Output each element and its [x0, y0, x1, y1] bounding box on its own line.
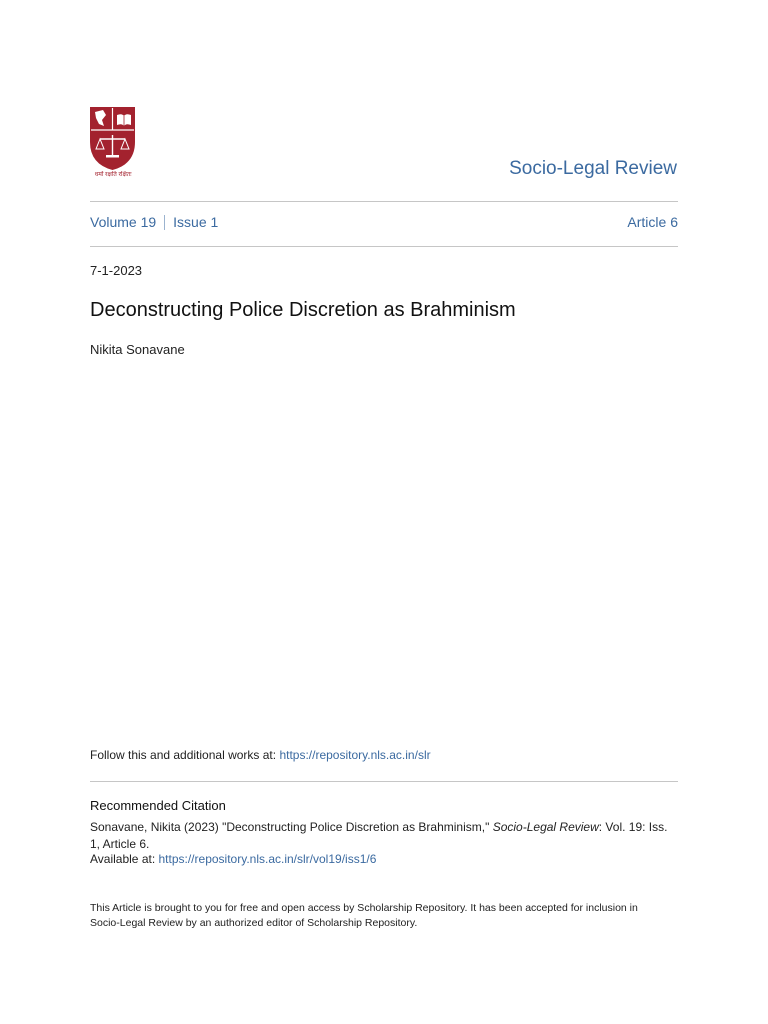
header-divider: [90, 201, 678, 202]
logo-motto: धर्मो रक्षति रक्षितः: [94, 172, 132, 178]
recommended-citation-heading: Recommended Citation: [90, 798, 226, 813]
article-title: Deconstructing Police Discretion as Brahminism: [90, 299, 516, 321]
volume-link[interactable]: Volume 19: [90, 214, 157, 230]
author-name: Nikita Sonavane: [90, 342, 185, 357]
article-number-link[interactable]: Article 6: [627, 214, 678, 230]
publication-date: 7-1-2023: [90, 263, 143, 278]
citation-journal: Socio-Legal Review: [492, 820, 599, 834]
citation-divider: [90, 781, 678, 782]
issue-link[interactable]: Issue 1: [173, 214, 219, 230]
access-notice: This Article is brought to you for free and open access by Scholarship Repository. It has been accepted for inclusion in Socio-Legal Review by an authorized editor of Scholarship Repository.: [90, 902, 638, 929]
available-label: Available at:: [90, 852, 159, 866]
institution-logo: [89, 106, 137, 180]
repository-link[interactable]: https://repository.nls.ac.in/slr: [279, 748, 431, 762]
article-url-link[interactable]: https://repository.nls.ac.in/slr/vol19/iss1/6: [158, 852, 377, 866]
follow-line: [90, 748, 431, 762]
issue-divider: [90, 246, 678, 247]
issue-navigation: [90, 214, 678, 230]
logo-shield-icon: [89, 106, 137, 180]
available-at-line: [90, 852, 376, 866]
journal-title-link[interactable]: Socio-Legal Review: [509, 158, 677, 179]
citation-prefix: Sonavane, Nikita (2023) "Deconstructing Police Discretion as Brahminism,": [90, 820, 493, 834]
follow-text: Follow this and additional works at:: [90, 748, 280, 762]
issue-separator: [164, 215, 165, 230]
citation-text: [90, 819, 680, 852]
citation-suffix: : Vol. 19: Iss. 1, Article 6.: [90, 820, 668, 851]
